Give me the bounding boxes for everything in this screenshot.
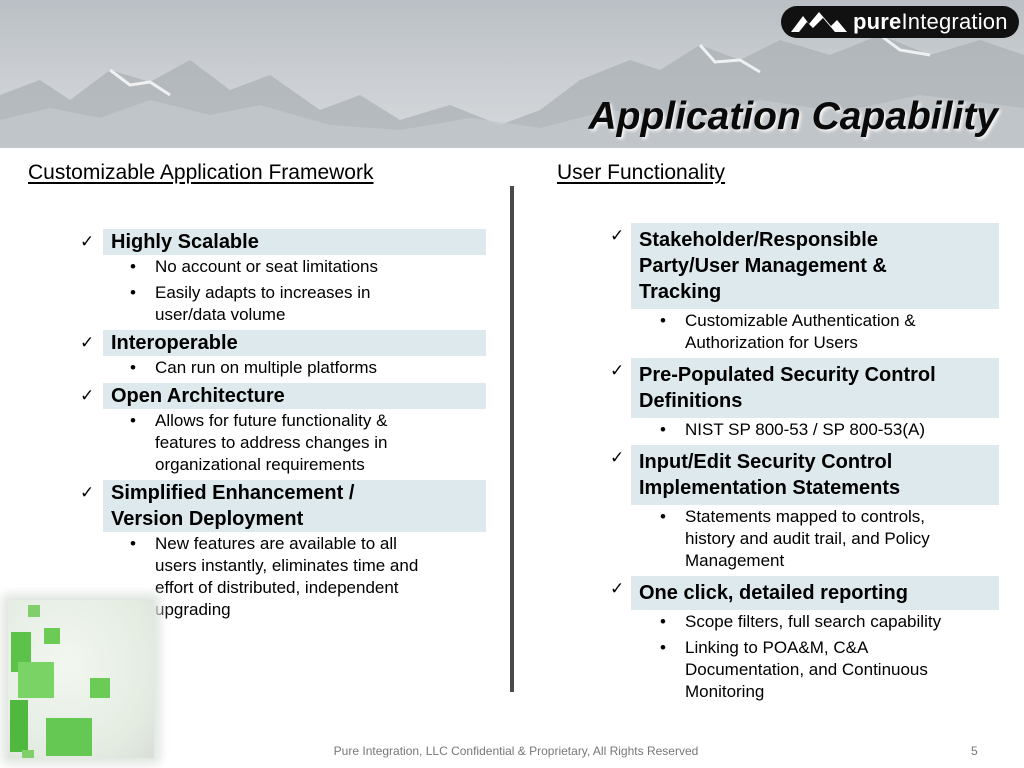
detail-bullet-line: effort of distributed, independent	[155, 578, 399, 597]
company-logo	[781, 6, 1019, 38]
detail-bullet-line: New features are available to all	[155, 534, 397, 553]
capability-heading-line: Version Deployment	[111, 508, 304, 530]
capability-heading-line: Input/Edit Security Control	[639, 451, 893, 473]
column-divider	[510, 186, 514, 692]
bullet-dot: •	[660, 420, 666, 439]
bullet-dot: •	[660, 638, 666, 657]
detail-bullet-line: Allows for future functionality &	[155, 411, 388, 430]
left-capability-item	[80, 383, 486, 476]
slide-title: Application Capability	[588, 95, 998, 138]
logo-text	[853, 9, 1008, 35]
mountain-logo-icon	[789, 10, 849, 34]
detail-bullet-line: organizational requirements	[155, 455, 365, 474]
detail-bullet	[80, 410, 486, 476]
right-capability-item	[610, 223, 999, 354]
bullet-dot: •	[130, 534, 136, 553]
capability-heading-line: One click, detailed reporting	[639, 582, 908, 604]
bullet-dot: •	[660, 612, 666, 631]
detail-bullet-list	[80, 256, 486, 326]
detail-bullet-line: Monitoring	[685, 682, 765, 701]
right-capability-list	[610, 223, 999, 707]
detail-bullet-line: Scope filters, full search capability	[685, 612, 942, 631]
checkmark-icon: ✓	[80, 386, 95, 405]
bullet-dot: •	[130, 257, 136, 276]
capability-heading	[103, 229, 486, 255]
detail-bullet-list	[610, 419, 999, 441]
capability-heading-line: Simplified Enhancement /	[111, 482, 355, 504]
capability-heading-line: Open Architecture	[111, 385, 285, 407]
bullet-dot: •	[130, 283, 136, 302]
detail-bullet-list	[610, 310, 999, 354]
detail-bullet	[610, 419, 999, 441]
bullet-dot: •	[660, 507, 666, 526]
capability-heading-line: Stakeholder/Responsible	[639, 229, 878, 251]
left-column-heading: Customizable Application Framework	[28, 161, 374, 184]
bullet-dot: •	[130, 411, 136, 430]
right-capability-item	[610, 576, 999, 703]
detail-bullet	[610, 637, 999, 703]
detail-bullet	[610, 611, 999, 633]
detail-bullet-list	[80, 410, 486, 476]
capability-heading	[103, 383, 486, 409]
detail-bullet-line: Statements mapped to controls,	[685, 507, 926, 526]
capability-heading-line: Implementation Statements	[639, 477, 901, 499]
capability-heading	[103, 480, 486, 532]
detail-bullet-line: features to address changes in	[155, 433, 388, 452]
capability-heading-line: Definitions	[639, 390, 743, 412]
detail-bullet-line: Documentation, and Continuous	[685, 660, 928, 679]
footer-text: Pure Integration, LLC Confidential & Proprietary, All Rights Reserved	[333, 744, 699, 758]
left-capability-item	[80, 330, 486, 379]
detail-bullet	[610, 310, 999, 354]
detail-bullet-list	[610, 611, 999, 703]
right-capability-item	[610, 358, 999, 441]
capability-heading-line: Party/User Management &	[639, 255, 887, 277]
logo-text-bold: pure	[853, 9, 902, 34]
page-number: 5	[971, 744, 978, 758]
detail-bullet-line: users instantly, eliminates time and	[155, 556, 419, 575]
detail-bullet-line: Can run on multiple platforms	[155, 358, 378, 377]
detail-bullet-line: Customizable Authentication &	[685, 311, 916, 330]
detail-bullet-line: user/data volume	[155, 305, 286, 324]
detail-bullet-line: Linking to POA&M, C&A	[685, 638, 869, 657]
detail-bullet-line: Easily adapts to increases in	[155, 283, 371, 302]
capability-heading-line: Tracking	[639, 281, 722, 303]
capability-heading	[631, 358, 999, 418]
detail-bullet-line: Management	[685, 551, 785, 570]
checkmark-icon: ✓	[80, 333, 95, 352]
checkmark-icon: ✓	[80, 232, 95, 251]
logo-text-rest: Integration	[901, 9, 1008, 34]
capability-heading	[103, 330, 486, 356]
detail-bullet	[610, 506, 999, 572]
checkmark-icon: ✓	[610, 579, 625, 598]
header-banner	[0, 0, 1024, 148]
detail-bullet	[80, 256, 486, 278]
detail-bullet-line: upgrading	[155, 600, 231, 619]
detail-bullet-line: Authorization for Users	[685, 333, 858, 352]
detail-bullet-list	[80, 357, 486, 379]
left-capability-item	[80, 229, 486, 326]
detail-bullet-list	[610, 506, 999, 572]
capability-heading	[631, 576, 999, 610]
checkmark-icon: ✓	[610, 361, 625, 380]
detail-bullet-line: NIST SP 800-53 / SP 800-53(A)	[685, 420, 926, 439]
bullet-dot: •	[660, 311, 666, 330]
capability-heading	[631, 223, 999, 309]
cubes-graphic	[8, 600, 154, 758]
checkmark-icon: ✓	[80, 483, 95, 502]
bullet-dot: •	[130, 358, 136, 377]
capability-heading-line: Interoperable	[111, 332, 238, 354]
green-cubes-image	[8, 600, 154, 758]
checkmark-icon: ✓	[610, 448, 625, 467]
right-capability-item	[610, 445, 999, 572]
capability-heading	[631, 445, 999, 505]
right-column-heading: User Functionality	[557, 161, 726, 184]
detail-bullet-line: history and audit trail, and Policy	[685, 529, 930, 548]
detail-bullet	[80, 282, 486, 326]
capability-heading-line: Pre-Populated Security Control	[639, 364, 936, 386]
left-capability-list	[80, 229, 486, 625]
checkmark-icon: ✓	[610, 226, 625, 245]
detail-bullet-line: No account or seat limitations	[155, 257, 378, 276]
capability-heading-line: Highly Scalable	[111, 231, 259, 253]
detail-bullet	[80, 357, 486, 379]
